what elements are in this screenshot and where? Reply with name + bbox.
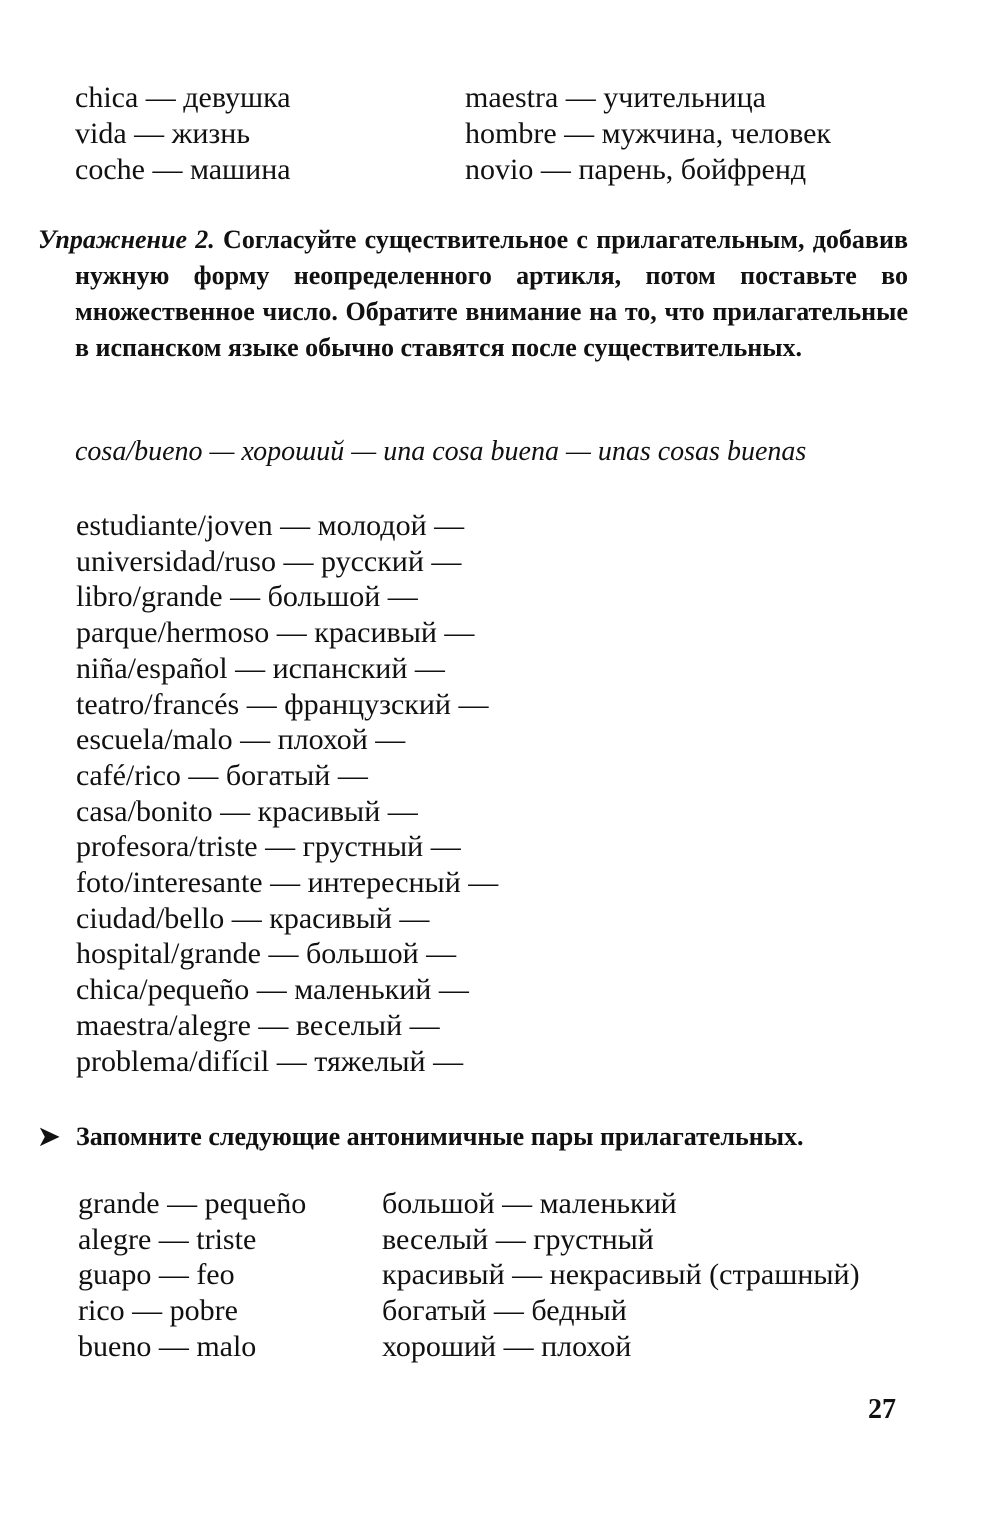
vocab-item: vida — жизнь [75, 117, 251, 150]
antonym-pair-es: grande — pequeño [78, 1187, 307, 1220]
exercise-instruction [38, 222, 908, 366]
antonym-pair-es: alegre — triste [78, 1222, 257, 1256]
task-item: hospital/grande — большой — [76, 937, 457, 971]
exercise-example: cosa/bueno — хороший — una cosa buena — unas cosas buenas [75, 436, 807, 467]
task-item: estudiante/joven — молодой — [76, 509, 465, 542]
antonym-pair-ru: красивый — некрасивый (страшный) [382, 1258, 860, 1292]
exercise-task-list [76, 508, 498, 1079]
arrow-bullet-icon: ➤ [38, 1122, 60, 1151]
task-item: universidad/ruso — русский — [76, 544, 462, 578]
task-item: escuela/malo — плохой — [76, 723, 406, 757]
exercise-text: Согласуйте существительное с прилагательным, добавив нужную форму неопределенного артикля, потом поставьте во множественное число. Обратите внимание на то, что прилагательные в испанском языке обычно ставятся после существительных. [75, 225, 908, 362]
memo-heading [38, 1122, 918, 1152]
task-item: café/rico — богатый — [76, 758, 368, 792]
antonym-pair-ru: богатый — бедный [382, 1294, 627, 1328]
vocab-item: novio — парень, бойфренд [465, 153, 807, 186]
antonym-pair-ru: большой — маленький [382, 1187, 677, 1220]
task-item: parque/hermoso — красивый — [76, 616, 475, 650]
exercise-2 [38, 222, 908, 366]
task-item: teatro/francés — французский — [76, 687, 489, 721]
antonym-pairs-russian [382, 1186, 860, 1365]
task-item: profesora/triste — грустный — [76, 830, 461, 864]
vocabulary-column-left [75, 80, 291, 188]
antonym-pair-es: bueno — malo [78, 1329, 257, 1363]
vocab-item: chica — девушка [75, 81, 291, 114]
task-item: ciudad/bello — красивый — [76, 901, 430, 935]
task-item: casa/bonito — красивый — [76, 794, 418, 828]
antonym-pair-ru: хороший — плохой [382, 1329, 632, 1363]
exercise-label: Упражнение 2. [38, 225, 215, 254]
antonym-pairs-spanish [78, 1186, 306, 1365]
antonym-pair-es: guapo — feo [78, 1258, 235, 1292]
antonym-pair-es: rico — pobre [78, 1294, 238, 1328]
vocabulary-column-right [465, 80, 831, 188]
task-item: foto/interesante — интересный — [76, 866, 499, 900]
vocab-item: hombre — мужчина, человек [465, 117, 831, 150]
task-item: problema/difícil — тяжелый — [76, 1044, 464, 1078]
task-item: chica/pequeño — маленький — [76, 973, 469, 1007]
antonym-pair-ru: веселый — грустный [382, 1222, 654, 1256]
memo-text: Запомните следующие антонимичные пары прилагательных. [76, 1122, 804, 1151]
page-number: 27 [868, 1394, 896, 1425]
task-item: maestra/alegre — веселый — [76, 1008, 440, 1042]
vocab-item: maestra — учительница [465, 81, 766, 114]
task-item: niña/español — испанский — [76, 651, 445, 685]
task-item: libro/grande — большой — [76, 580, 418, 614]
vocab-item: coche — машина [75, 153, 291, 186]
